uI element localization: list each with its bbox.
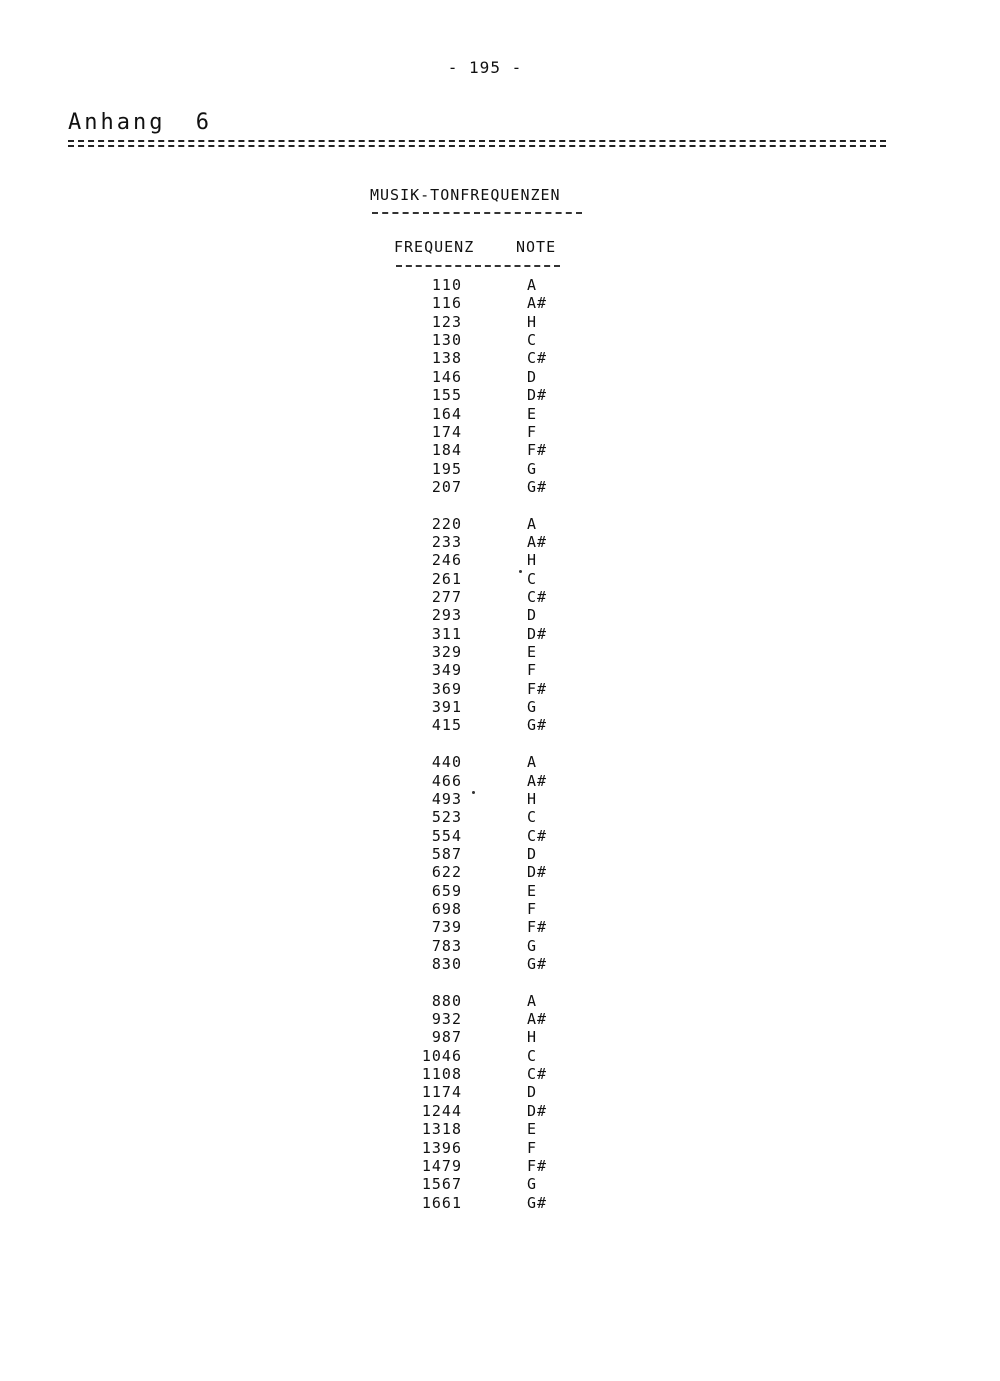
frequency-value: 261 <box>431 569 462 588</box>
note-value: A <box>527 514 538 533</box>
note-value: G# <box>527 716 548 735</box>
note-value: A# <box>527 294 548 313</box>
table-title-underline <box>372 212 582 214</box>
table-title: MUSIK-TONFREQUENZEN <box>370 186 561 204</box>
print-speck <box>472 791 475 794</box>
frequency-value: 1174 <box>421 1083 462 1102</box>
frequency-value: 329 <box>431 643 462 661</box>
frequency-value: 1661 <box>421 1193 462 1212</box>
frequency-value: 554 <box>431 826 462 845</box>
frequency-value: 220 <box>431 514 462 533</box>
note-value: A <box>527 753 538 772</box>
heading-double-rule-bottom <box>68 145 886 147</box>
note-value: G <box>527 698 538 717</box>
frequency-value: 146 <box>431 367 462 386</box>
frequency-value: 369 <box>431 679 462 698</box>
note-value: E <box>527 1120 538 1139</box>
frequency-value: 155 <box>431 386 462 405</box>
note-value: C# <box>527 349 548 368</box>
appendix-heading: Anhang 6 <box>68 110 212 135</box>
note-value: F <box>527 661 538 680</box>
column-header-frequency: FREQUENZ <box>394 238 475 256</box>
frequency-value: 493 <box>431 789 462 808</box>
frequency-value: 391 <box>431 698 462 717</box>
note-value: G# <box>527 955 548 973</box>
frequency-value: 277 <box>431 588 462 606</box>
frequency-value: 311 <box>431 624 462 643</box>
frequency-value: 415 <box>431 716 462 735</box>
note-value: E <box>527 643 538 661</box>
frequency-value: 1479 <box>421 1156 462 1175</box>
frequency-value: 783 <box>431 936 462 955</box>
frequency-value: 698 <box>431 899 462 918</box>
note-value: A# <box>527 1010 548 1028</box>
note-value: A <box>527 276 538 294</box>
frequency-value: 1108 <box>421 1065 462 1084</box>
frequency-value: 233 <box>431 532 462 551</box>
note-value: D <box>527 844 538 863</box>
note-value: C <box>527 1046 538 1065</box>
frequency-value: 523 <box>431 808 462 827</box>
note-value: D# <box>527 386 548 405</box>
note-value: D <box>527 367 538 386</box>
heading-double-rule-top <box>68 140 886 142</box>
note-value: F <box>527 1138 538 1157</box>
note-value: C# <box>527 588 548 606</box>
note-value: D <box>527 1083 538 1102</box>
note-value: C <box>527 569 538 588</box>
frequency-value: 1046 <box>421 1046 462 1065</box>
frequency-value: 110 <box>431 276 462 294</box>
note-value: H <box>527 1028 538 1047</box>
note-value: F# <box>527 679 548 698</box>
note-value: E <box>527 404 538 423</box>
note-value: C <box>527 808 538 827</box>
frequency-value: 349 <box>431 661 462 680</box>
frequency-value: 987 <box>431 1028 462 1047</box>
frequency-value: 830 <box>431 955 462 973</box>
note-value: H <box>527 312 538 331</box>
note-value: C# <box>527 1065 548 1084</box>
frequency-value: 184 <box>431 441 462 460</box>
frequency-value: 659 <box>431 881 462 900</box>
note-value: H <box>527 789 538 808</box>
frequency-value: 138 <box>431 349 462 368</box>
frequency-value: 293 <box>431 606 462 625</box>
frequency-value: 130 <box>431 331 462 350</box>
note-value: A# <box>527 771 548 790</box>
note-value: G# <box>527 1193 548 1212</box>
note-value: G <box>527 459 538 478</box>
frequency-value: 207 <box>431 477 462 496</box>
print-speck <box>519 570 522 573</box>
note-value: A# <box>527 532 548 551</box>
note-value: D <box>527 606 538 625</box>
frequency-value: 932 <box>431 1010 462 1028</box>
note-value: F# <box>527 441 548 460</box>
note-value: C <box>527 331 538 350</box>
frequency-value: 466 <box>431 771 462 790</box>
note-value: H <box>527 551 538 570</box>
frequency-value: 246 <box>431 551 462 570</box>
frequency-value: 195 <box>431 459 462 478</box>
column-header-note: NOTE <box>516 238 557 256</box>
frequency-value: 174 <box>431 422 462 441</box>
frequency-value: 1567 <box>421 1175 462 1194</box>
note-value: D# <box>527 863 548 882</box>
frequency-value: 739 <box>431 918 462 937</box>
page-number: - 195 - <box>447 58 523 77</box>
note-value: D# <box>527 624 548 643</box>
note-value: G <box>527 1175 538 1194</box>
frequency-value: 116 <box>431 294 462 313</box>
note-value: E <box>527 881 538 900</box>
frequency-value: 164 <box>431 404 462 423</box>
frequency-value: 440 <box>431 753 462 772</box>
note-value: G# <box>527 477 548 496</box>
frequency-value: 1318 <box>421 1120 462 1139</box>
note-value: D# <box>527 1101 548 1120</box>
note-value: A <box>527 991 538 1010</box>
note-value: G <box>527 936 538 955</box>
note-value: F <box>527 422 538 441</box>
frequency-value: 1396 <box>421 1138 462 1157</box>
note-value: F <box>527 899 538 918</box>
frequency-value: 880 <box>431 991 462 1010</box>
note-value: F# <box>527 1156 548 1175</box>
frequency-value: 587 <box>431 844 462 863</box>
frequency-value: 1244 <box>421 1101 462 1120</box>
column-header-underline <box>396 265 560 267</box>
frequency-value: 622 <box>431 863 462 882</box>
frequency-value: 123 <box>431 312 462 331</box>
note-value: F# <box>527 918 548 937</box>
note-value: C# <box>527 826 548 845</box>
